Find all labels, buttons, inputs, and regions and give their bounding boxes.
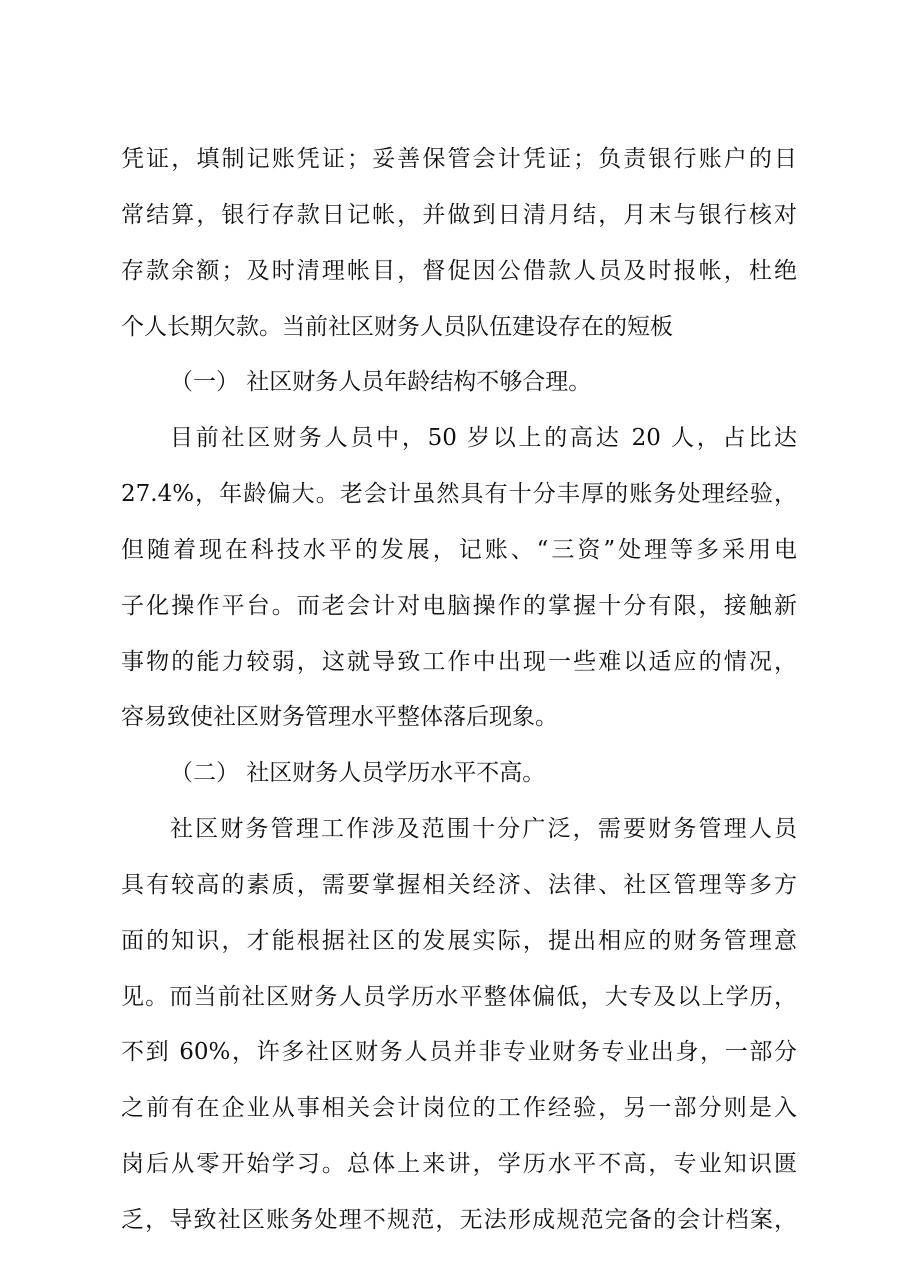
paragraph-2-line-4: 子化操作平台。而老会计对电脑操作的掌握十分有限，接触新 xyxy=(121,593,797,619)
paragraph-2-line-6: 容易致使社区财务管理水平整体落后现象。 xyxy=(121,704,558,730)
paragraph-2-line-2: 27.4%，年龄偏大。老会计虽然具有十分丰厚的账务处理经验， xyxy=(121,481,797,507)
paragraph-1-line-2: 常结算，银行存款日记帐，并做到日清月结，月末与银行核对 xyxy=(121,202,797,228)
paragraph-1-line-4: 个人长期欠款。当前社区财务人员队伍建设存在的短板 xyxy=(121,314,673,340)
paragraph-1-line-3: 存款余额；及时清理帐目，督促因公借款人员及时报帐，杜绝 xyxy=(121,258,797,284)
paragraph-2-line-5: 事物的能力较弱，这就导致工作中出现一些难以适应的情况， xyxy=(121,649,797,675)
paragraph-3-line-5: 不到 60%，许多社区财务人员并非专业财务专业出身，一部分 xyxy=(121,1039,797,1065)
paragraph-3-line-3: 面的知识，才能根据社区的发展实际，提出相应的财务管理意 xyxy=(121,928,797,954)
paragraph-2-line-3: 但随着现在科技水平的发展，记账、“三资”处理等多采用电 xyxy=(121,537,797,563)
paragraph-3-line-4: 见。而当前社区财务人员学历水平整体偏低，大专及以上学历， xyxy=(121,984,797,1010)
paragraph-3-line-8: 乏，导致社区账务处理不规范，无法形成规范完备的会计档案， xyxy=(121,1207,797,1233)
paragraph-3-line-6: 之前有在企业从事相关会计岗位的工作经验，另一部分则是入 xyxy=(121,1095,797,1121)
paragraph-3-line-2: 具有较高的素质，需要掌握相关经济、法律、社区管理等多方 xyxy=(121,872,797,898)
paragraph-2-line-1: 目前社区财务人员中，50 岁以上的高达 20 人，占比达 xyxy=(170,425,797,451)
paragraph-3-line-1: 社区财务管理工作涉及范围十分广泛，需要财务管理人员 xyxy=(170,816,797,842)
paragraph-3-line-7: 岗后从零开始学习。总体上来讲，学历水平不高，专业知识匮 xyxy=(121,1151,797,1177)
section-heading-2: （二） 社区财务人员学历水平不高。 xyxy=(170,760,546,786)
section-heading-1: （一） 社区财务人员年龄结构不够合理。 xyxy=(170,369,592,395)
paragraph-1-line-1: 凭证，填制记账凭证；妥善保管会计凭证；负责银行账户的日 xyxy=(121,146,797,172)
